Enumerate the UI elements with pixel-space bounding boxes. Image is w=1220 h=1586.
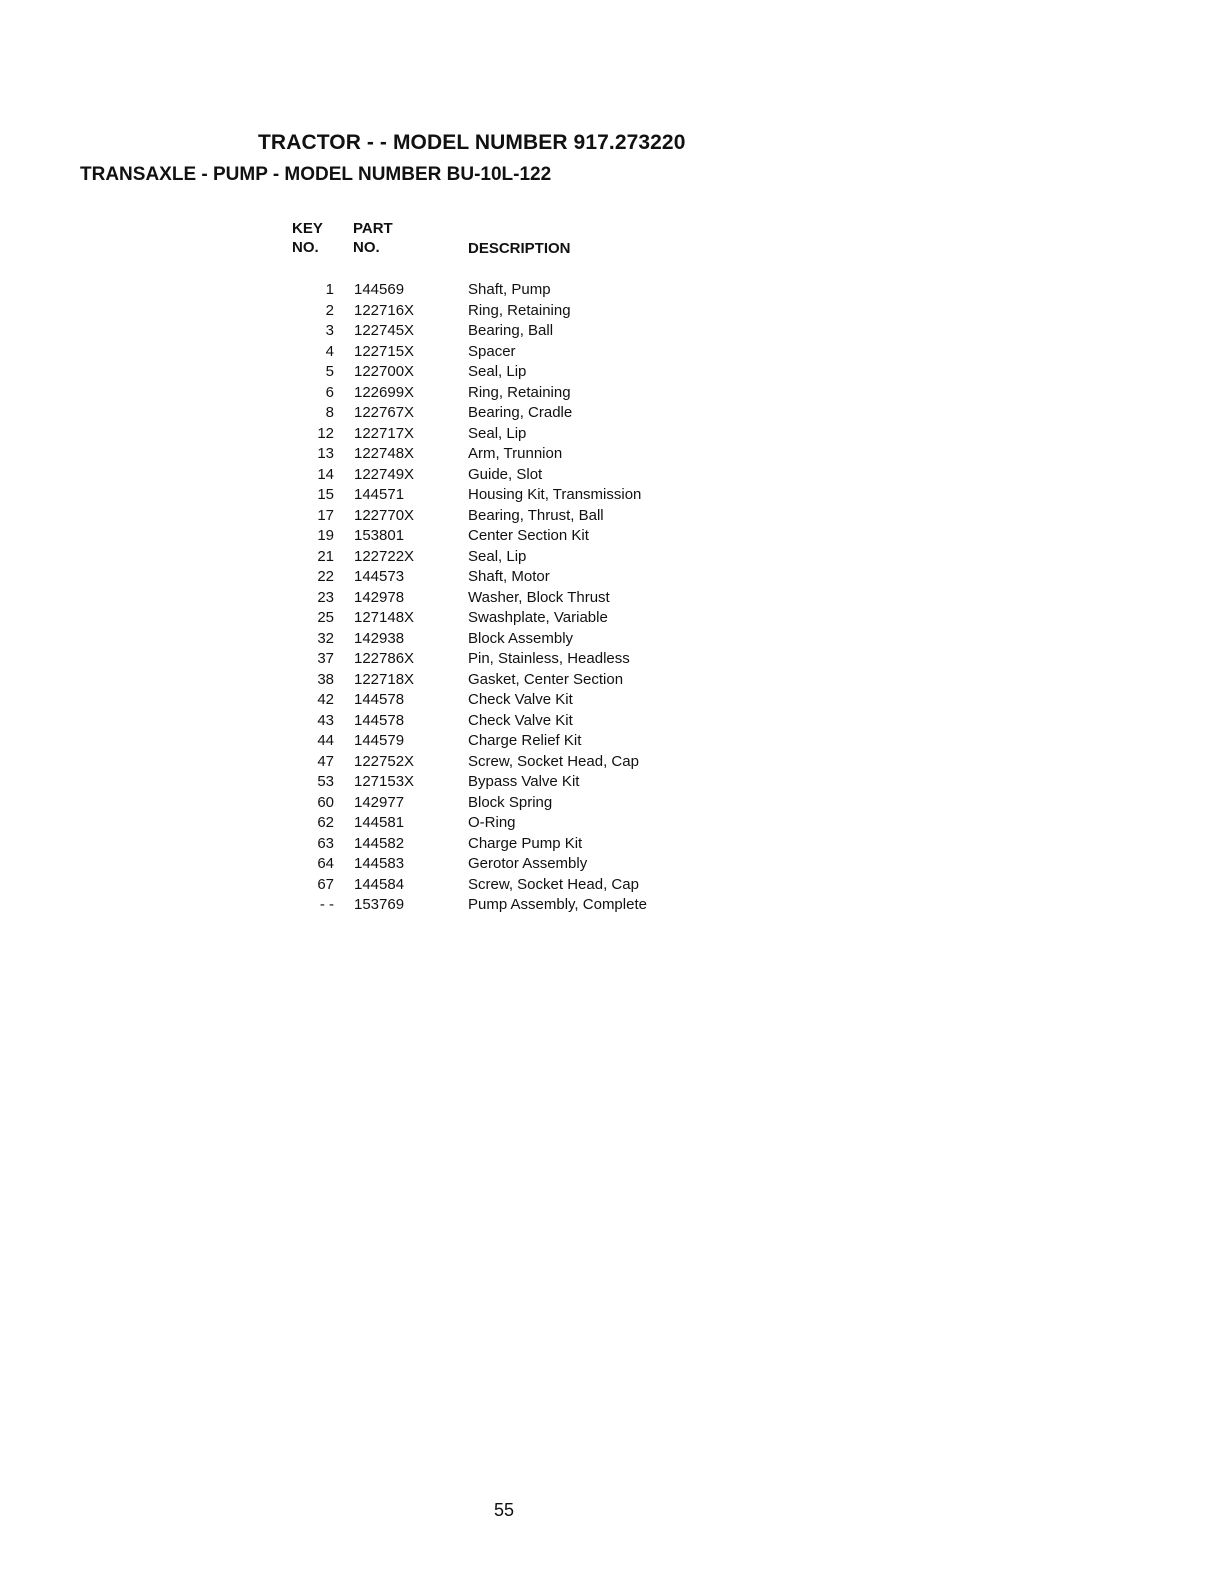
parts-row [290, 465, 710, 486]
part-number: 122716X [354, 301, 415, 319]
part-description: Seal, Lip [468, 424, 527, 442]
parts-row [290, 711, 710, 732]
parts-row [290, 731, 710, 752]
parts-row [290, 506, 710, 527]
key-number: 42 [317, 691, 334, 708]
key-number: 38 [317, 670, 334, 688]
key-number: 64 [317, 855, 334, 872]
part-number: 127153X [354, 773, 415, 790]
part-number: 122699X [354, 383, 415, 401]
part-number: 122752X [354, 752, 415, 770]
part-description: Screw, Socket Head, Cap [468, 875, 639, 893]
parts-row [290, 547, 710, 568]
part-description: Check Valve Kit [468, 691, 573, 708]
parts-row [290, 383, 710, 404]
key-number: 2 [325, 301, 334, 319]
part-description: Ring, Retaining [468, 383, 571, 401]
part-description: Housing Kit, Transmission [468, 486, 642, 503]
part-number: 122786X [354, 650, 415, 667]
parts-row [290, 280, 710, 301]
part-description: Bearing, Thrust, Ball [468, 506, 604, 524]
page-subtitle: TRANSAXLE - PUMP - MODEL NUMBER BU-10L-122 [80, 164, 552, 185]
part-number: 122745X [354, 322, 415, 339]
key-number: 12 [317, 424, 334, 442]
part-header-line2: NO. [353, 239, 380, 256]
parts-row [290, 424, 710, 445]
part-description: Screw, Socket Head, Cap [468, 752, 639, 770]
part-number: 122700X [354, 363, 415, 380]
key-number: 32 [317, 629, 334, 647]
key-no-header [292, 219, 342, 257]
part-number: 122748X [354, 445, 415, 462]
parts-row [290, 588, 710, 609]
parts-row [290, 649, 710, 670]
key-number: 17 [317, 506, 334, 524]
part-number: 142978 [354, 588, 405, 606]
part-no-header [353, 219, 413, 257]
key-number: 13 [317, 445, 334, 462]
parts-row [290, 362, 710, 383]
part-number: 122717X [354, 424, 415, 442]
key-number: 43 [317, 711, 334, 729]
part-number: 144583 [354, 855, 405, 872]
part-number: 144571 [354, 486, 405, 503]
key-number: 14 [317, 465, 334, 483]
part-description: Washer, Block Thrust [468, 588, 610, 606]
part-description: Spacer [468, 342, 516, 360]
part-description: Block Spring [468, 793, 553, 811]
parts-row [290, 813, 710, 834]
part-description: Bearing, Cradle [468, 404, 573, 421]
part-description: Pin, Stainless, Headless [468, 650, 630, 667]
parts-row [290, 301, 710, 322]
parts-row [290, 690, 710, 711]
key-number: 23 [317, 588, 334, 606]
parts-row [290, 793, 710, 814]
key-number: 19 [317, 527, 334, 544]
parts-row [290, 752, 710, 773]
parts-row [290, 629, 710, 650]
key-number: 67 [317, 875, 334, 893]
part-header-line1: PART [353, 220, 393, 237]
part-number: 122770X [354, 506, 415, 524]
key-number: 6 [325, 383, 334, 401]
part-description: Arm, Trunnion [468, 445, 563, 462]
part-number: 153801 [354, 527, 405, 544]
key-number: 4 [325, 342, 334, 360]
part-description: Seal, Lip [468, 363, 527, 380]
parts-row [290, 526, 710, 547]
part-description: Center Section Kit [468, 527, 589, 544]
key-number: 60 [317, 793, 334, 811]
key-number: 3 [325, 322, 334, 339]
part-description: Ring, Retaining [468, 301, 571, 319]
parts-row [290, 342, 710, 363]
parts-row [290, 895, 710, 916]
part-number: 144582 [354, 834, 405, 852]
part-number: 144579 [354, 732, 405, 749]
page-title: TRACTOR - - MODEL NUMBER 917.273220 [258, 131, 686, 154]
part-number: 142938 [354, 629, 405, 647]
part-number: 122718X [354, 670, 415, 688]
key-number: 25 [317, 609, 334, 626]
part-number: 122722X [354, 547, 415, 565]
key-number: 62 [317, 814, 334, 831]
page-number: 55 [494, 1500, 515, 1520]
part-description: Check Valve Kit [468, 711, 573, 729]
part-number: 144581 [354, 814, 405, 831]
part-description: Charge Relief Kit [468, 732, 582, 749]
parts-row [290, 485, 710, 506]
key-number: 15 [317, 486, 334, 503]
key-number: - - [319, 896, 334, 913]
key-number: 37 [317, 650, 334, 667]
parts-row [290, 444, 710, 465]
part-number: 122767X [354, 404, 415, 421]
key-number: 8 [325, 404, 334, 421]
key-number: 21 [317, 547, 334, 565]
part-description: Swashplate, Variable [468, 609, 608, 626]
parts-row [290, 608, 710, 629]
description-header: DESCRIPTION [468, 240, 571, 257]
part-description: Gerotor Assembly [468, 855, 588, 872]
part-number: 144569 [354, 281, 405, 298]
part-description: Seal, Lip [468, 547, 527, 565]
key-number: 47 [317, 752, 334, 770]
part-number: 144573 [354, 568, 405, 585]
part-number: 153769 [354, 896, 405, 913]
key-header-line1: KEY [292, 220, 323, 237]
part-description: Gasket, Center Section [468, 670, 624, 688]
key-header-line2: NO. [292, 239, 319, 256]
parts-row [290, 875, 710, 896]
key-number: 1 [325, 281, 334, 298]
parts-row [290, 834, 710, 855]
part-number: 144578 [354, 711, 405, 729]
part-number: 144578 [354, 691, 405, 708]
parts-list [290, 280, 710, 916]
part-number: 122749X [354, 465, 415, 483]
parts-row [290, 670, 710, 691]
key-number: 44 [317, 732, 334, 749]
parts-row [290, 567, 710, 588]
part-description: Charge Pump Kit [468, 834, 583, 852]
part-description: Bypass Valve Kit [468, 773, 580, 790]
part-description: Block Assembly [468, 629, 574, 647]
key-number: 5 [325, 363, 334, 380]
part-description: Shaft, Pump [468, 281, 551, 298]
parts-row [290, 854, 710, 875]
part-number: 142977 [354, 793, 405, 811]
parts-row [290, 403, 710, 424]
part-description: Bearing, Ball [468, 322, 554, 339]
part-description: O-Ring [468, 814, 516, 831]
part-number: 127148X [354, 609, 415, 626]
parts-row [290, 321, 710, 342]
part-number: 144584 [354, 875, 405, 893]
part-description: Guide, Slot [468, 465, 543, 483]
part-number: 122715X [354, 342, 415, 360]
key-number: 53 [317, 773, 334, 790]
key-number: 63 [317, 834, 334, 852]
part-description: Shaft, Motor [468, 568, 550, 585]
key-number: 22 [317, 568, 334, 585]
parts-row [290, 772, 710, 793]
part-description: Pump Assembly, Complete [468, 896, 647, 913]
